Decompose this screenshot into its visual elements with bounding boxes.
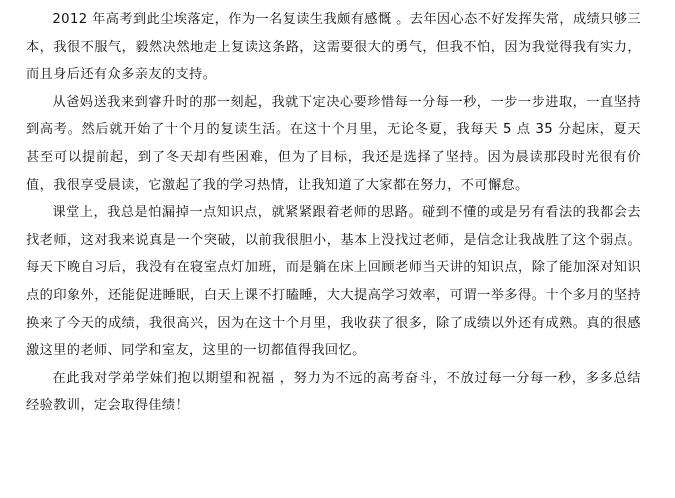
paragraph-daily-routine: 从爸妈送我来到睿升时的那一刻起，我就下定决心要珍惜每一分每一秒，一步一步进取，一直坚持到高考。然后就开始了十个月的复读生活。在这十个月里，无论冬夏，我每天 5 点 35 分起床，夏天甚至可以提前起，到了冬天却有些困难，但为了目标，我还是选择了坚持。因为晨读那段时光很有价值，我很享受晨读，它激起了我的学习热情，让我知道了大家都在努力，不可懈怠。	[26, 94, 641, 193]
paragraph-classroom: 课堂上，我总是怕漏掉一点知识点，就紧紧跟着老师的思路。碰到不懂的或是另有看法的我都会去找老师，这对我来说真是一个突破，以前我很胆小，基本上没找过老师，是信念让我战胜了这个弱点。每天下晚自习后，我没有在寝室点灯加班，而是躺在床上回顾老师当天讲的知识点，除了能加深对知识点的印象外，还能促进睡眠，白天上课不打瞌睡，大大提高学习效率，可谓一举多得。十个多月的坚持换来了今天的成绩，我很高兴，因为在这十个月里，我收获了很多，除了成绩以外还有成熟。真的很感激这里的老师、同学和室友，这里的一切都值得我回忆。	[26, 205, 641, 359]
paragraph-closing: 在此我对学弟学妹们抱以期望和祝福 ，努力为不远的高考奋斗，不放过每一分每一秒，多多总结经验教训，定会取得佳绩！	[26, 370, 641, 414]
paragraph-intro: 2012 年高考到此尘埃落定，作为一名复读生我颇有感慨 。去年因心态不好发挥失常，成绩只够三本，我很不服气，毅然决然地走上复读这条路，这需要很大的勇气，但我不怕，因为我觉得我有实力，而且身后还有众多亲友的支持。	[26, 12, 641, 83]
